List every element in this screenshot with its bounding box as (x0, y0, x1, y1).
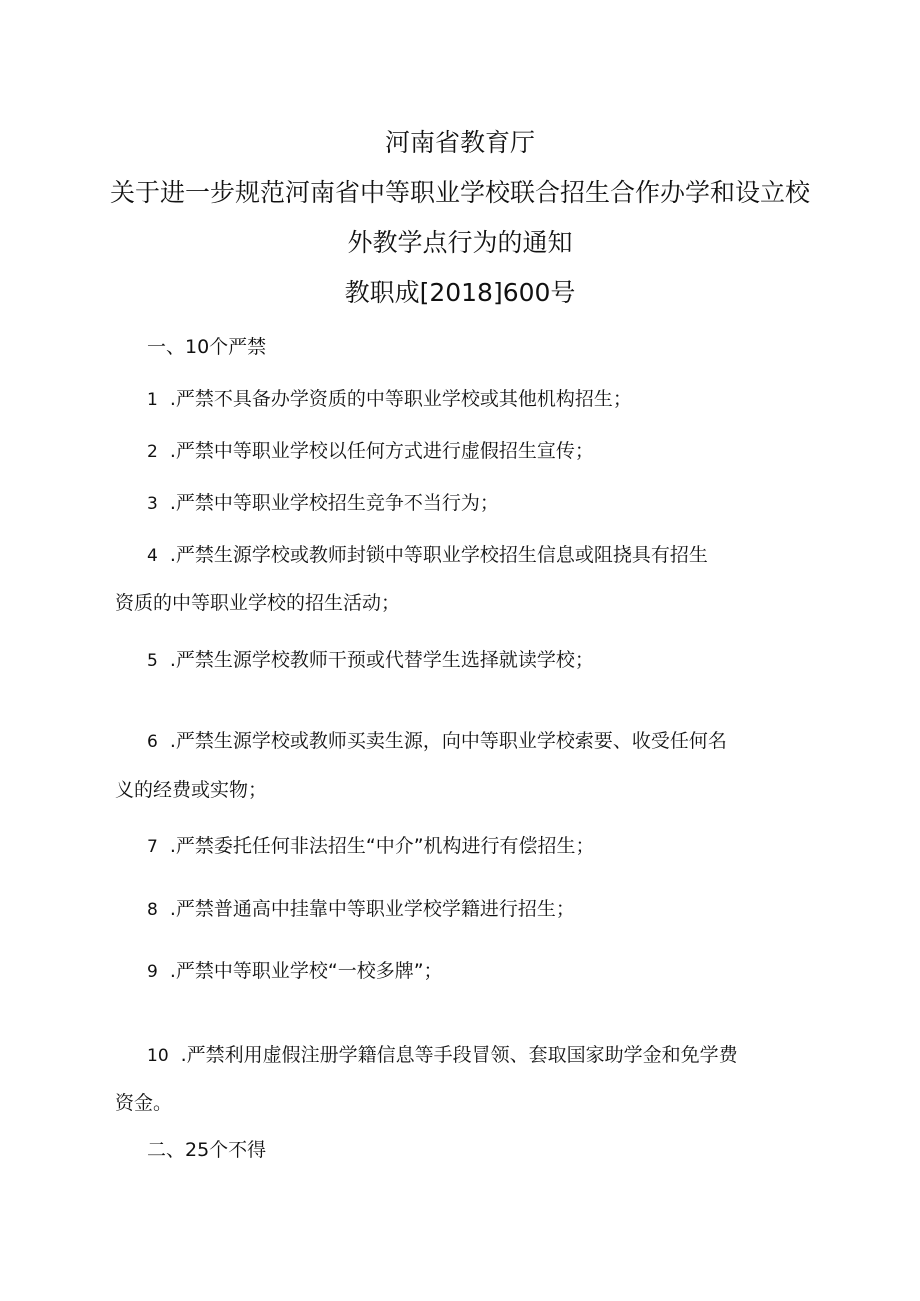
item-text: .严禁中等职业学校招生竞争不当行为； (169, 492, 499, 514)
item-number: 8 (147, 900, 158, 920)
item-number: 9 (147, 962, 158, 982)
item-text: .严禁中等职业学校以任何方式进行虚假招生宣传； (169, 440, 594, 462)
item-number: 1 (147, 390, 158, 410)
list-item (147, 833, 847, 860)
list-item (147, 1042, 847, 1069)
doc-title-line-2: 外教学点行为的通知 (347, 228, 573, 257)
list-item (147, 647, 847, 674)
item-number: 5 (147, 651, 158, 671)
list-item (147, 958, 847, 985)
section-heading-1: 一、10个严禁 (147, 336, 267, 358)
item-number: 3 (147, 494, 158, 514)
item-number: 4 (147, 546, 158, 566)
list-item (147, 386, 847, 413)
list-item-continuation: 资质的中等职业学校的招生活动； (115, 592, 401, 614)
doc-issuer-title: 河南省教育厅 (384, 128, 535, 157)
item-text: .严禁委托任何非法招生“中介”机构进行有偿招生； (169, 835, 595, 857)
list-item (147, 490, 847, 517)
item-number: 7 (147, 837, 158, 857)
item-text: .严禁生源学校或教师封锁中等职业学校招生信息或阻挠具有招生 (169, 544, 708, 566)
item-text: .严禁中等职业学校“一校多牌”； (169, 960, 443, 982)
item-text: .严禁利用虚假注册学籍信息等手段冒领、套取国家助学金和免学费 (180, 1044, 738, 1066)
item-text: .严禁不具备办学资质的中等职业学校或其他机构招生； (169, 388, 632, 410)
list-item (147, 728, 847, 755)
list-item (147, 896, 847, 923)
item-text: .严禁生源学校教师干预或代替学生选择就读学校； (169, 649, 594, 671)
list-item (147, 438, 847, 465)
list-item-continuation: 义的经费或实物； (115, 779, 268, 801)
item-number: 10 (147, 1046, 169, 1066)
item-text: .严禁普通高中挂靠中等职业学校学籍进行招生； (169, 898, 575, 920)
list-item (147, 542, 847, 569)
doc-number: 教职成[2018]600号 (344, 278, 576, 307)
item-number: 6 (147, 732, 158, 752)
list-item-continuation: 资金。 (115, 1092, 173, 1114)
item-number: 2 (147, 442, 158, 462)
doc-title-line-1: 关于进一步规范河南省中等职业学校联合招生合作办学和设立校 (109, 178, 810, 207)
item-text: .严禁生源学校或教师买卖生源，向中等职业学校索要、收受任何名 (169, 730, 727, 752)
section-heading-2: 二、25个不得 (147, 1139, 267, 1161)
